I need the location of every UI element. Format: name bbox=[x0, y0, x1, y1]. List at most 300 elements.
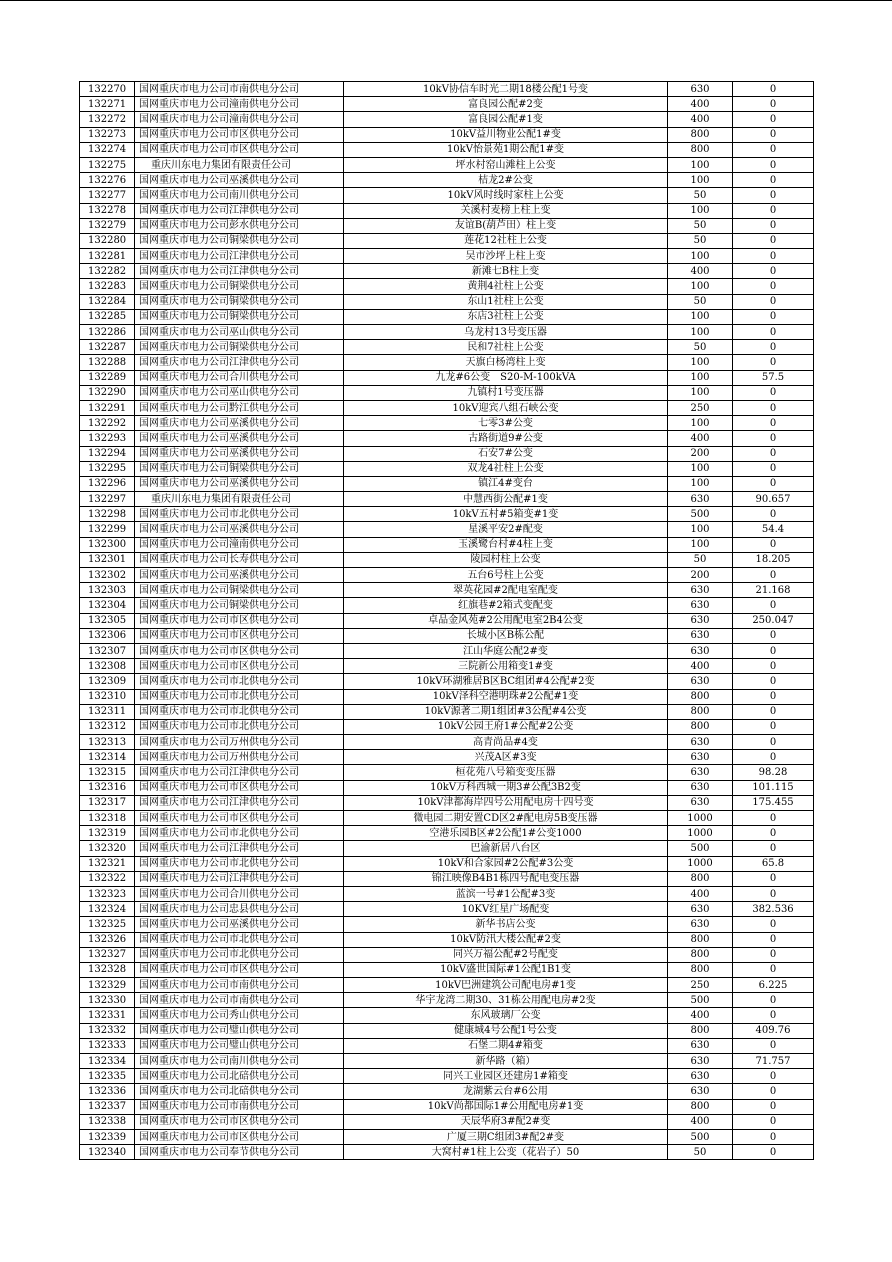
cell-station-name: 九龙#6公变 S20-M-100kVA bbox=[344, 370, 668, 385]
table-row bbox=[80, 309, 814, 324]
cell-company: 国网重庆市电力公司巫溪供电分公司 bbox=[135, 522, 344, 537]
table-row bbox=[80, 780, 814, 795]
table-row bbox=[80, 218, 814, 233]
cell-id: 132330 bbox=[80, 993, 135, 1008]
cell-capacity: 400 bbox=[668, 1008, 733, 1023]
cell-capacity: 100 bbox=[668, 325, 733, 340]
table-row bbox=[80, 1145, 814, 1160]
cell-capacity: 400 bbox=[668, 886, 733, 901]
table-row bbox=[80, 750, 814, 765]
cell-id: 132286 bbox=[80, 325, 135, 340]
table-row bbox=[80, 826, 814, 841]
cell-company: 国网重庆市电力公司市区供电分公司 bbox=[135, 142, 344, 157]
cell-id: 132276 bbox=[80, 173, 135, 188]
cell-company: 国网重庆市电力公司北碚供电分公司 bbox=[135, 1069, 344, 1084]
table-row bbox=[80, 173, 814, 188]
cell-capacity: 800 bbox=[668, 719, 733, 734]
cell-value: 0 bbox=[733, 1145, 814, 1160]
cell-company: 国网重庆市电力公司市区供电分公司 bbox=[135, 780, 344, 795]
cell-capacity: 630 bbox=[668, 765, 733, 780]
cell-station-name: 玉溪鹭台村#4柱上变 bbox=[344, 537, 668, 552]
cell-station-name: 镇江4#变台 bbox=[344, 476, 668, 491]
cell-station-name: 广厦三期C组团3#配2#变 bbox=[344, 1129, 668, 1144]
cell-value: 0 bbox=[733, 932, 814, 947]
cell-id: 132320 bbox=[80, 841, 135, 856]
cell-station-name: 蓝滨一号#1公配#3变 bbox=[344, 886, 668, 901]
cell-capacity: 630 bbox=[668, 917, 733, 932]
cell-id: 132338 bbox=[80, 1114, 135, 1129]
cell-id: 132326 bbox=[80, 932, 135, 947]
cell-station-name: 10kV盛世国际#1公配1B1变 bbox=[344, 962, 668, 977]
cell-value: 0 bbox=[733, 325, 814, 340]
cell-capacity: 630 bbox=[668, 674, 733, 689]
table-row bbox=[80, 416, 814, 431]
cell-capacity: 50 bbox=[668, 294, 733, 309]
cell-company: 国网重庆市电力公司市北供电分公司 bbox=[135, 674, 344, 689]
cell-value: 0 bbox=[733, 431, 814, 446]
cell-value: 0 bbox=[733, 1099, 814, 1114]
cell-company: 国网重庆市电力公司潼南供电分公司 bbox=[135, 97, 344, 112]
cell-capacity: 250 bbox=[668, 400, 733, 415]
cell-station-name: 10kV公园王府1#公配#2公变 bbox=[344, 719, 668, 734]
cell-station-name: 乌龙村13号变压器 bbox=[344, 325, 668, 340]
cell-id: 132307 bbox=[80, 643, 135, 658]
cell-capacity: 630 bbox=[668, 583, 733, 598]
cell-station-name: 大窝村#1柱上公变（花岩子）50 bbox=[344, 1145, 668, 1160]
cell-value: 382.536 bbox=[733, 902, 814, 917]
cell-capacity: 630 bbox=[668, 492, 733, 507]
cell-company: 国网重庆市电力公司秀山供电分公司 bbox=[135, 1008, 344, 1023]
cell-value: 57.5 bbox=[733, 370, 814, 385]
table-row bbox=[80, 674, 814, 689]
cell-id: 132288 bbox=[80, 355, 135, 370]
table-row bbox=[80, 993, 814, 1008]
cell-id: 132274 bbox=[80, 142, 135, 157]
cell-id: 132333 bbox=[80, 1038, 135, 1053]
cell-company: 国网重庆市电力公司市北供电分公司 bbox=[135, 689, 344, 704]
cell-value: 0 bbox=[733, 1038, 814, 1053]
cell-station-name: 古路街道9#公变 bbox=[344, 431, 668, 446]
cell-value: 175.455 bbox=[733, 795, 814, 810]
table-row bbox=[80, 1084, 814, 1099]
cell-value: 0 bbox=[733, 476, 814, 491]
cell-station-name: 龙湖紫云台#6公用 bbox=[344, 1084, 668, 1099]
cell-id: 132334 bbox=[80, 1054, 135, 1069]
table-row bbox=[80, 1008, 814, 1023]
table-row bbox=[80, 446, 814, 461]
table-row bbox=[80, 249, 814, 264]
cell-capacity: 800 bbox=[668, 871, 733, 886]
cell-company: 国网重庆市电力公司市区供电分公司 bbox=[135, 962, 344, 977]
cell-value: 71.757 bbox=[733, 1054, 814, 1069]
cell-company: 国网重庆市电力公司万州供电分公司 bbox=[135, 735, 344, 750]
cell-station-name: 石安7#公变 bbox=[344, 446, 668, 461]
cell-capacity: 400 bbox=[668, 112, 733, 127]
cell-id: 132336 bbox=[80, 1084, 135, 1099]
cell-id: 132322 bbox=[80, 871, 135, 886]
table-row bbox=[80, 1114, 814, 1129]
cell-company: 国网重庆市电力公司铜梁供电分公司 bbox=[135, 279, 344, 294]
table-row bbox=[80, 932, 814, 947]
table-row bbox=[80, 735, 814, 750]
cell-station-name: 中慧西街公配#1变 bbox=[344, 492, 668, 507]
cell-company: 国网重庆市电力公司市北供电分公司 bbox=[135, 826, 344, 841]
cell-station-name: 10kV和合家园#2公配#3公变 bbox=[344, 856, 668, 871]
cell-capacity: 500 bbox=[668, 507, 733, 522]
cell-id: 132275 bbox=[80, 157, 135, 172]
cell-capacity: 100 bbox=[668, 537, 733, 552]
cell-capacity: 50 bbox=[668, 340, 733, 355]
table-row bbox=[80, 294, 814, 309]
cell-id: 132310 bbox=[80, 689, 135, 704]
table-row bbox=[80, 886, 814, 901]
cell-value: 0 bbox=[733, 947, 814, 962]
cell-value: 0 bbox=[733, 385, 814, 400]
table-row bbox=[80, 142, 814, 157]
cell-value: 0 bbox=[733, 461, 814, 476]
cell-company: 国网重庆市电力公司长寿供电分公司 bbox=[135, 552, 344, 567]
cell-capacity: 100 bbox=[668, 461, 733, 476]
cell-id: 132271 bbox=[80, 97, 135, 112]
cell-company: 国网重庆市电力公司万州供电分公司 bbox=[135, 750, 344, 765]
cell-station-name: 10kV益川物业公配1#变 bbox=[344, 127, 668, 142]
cell-station-name: 桓花苑八号箱变变压器 bbox=[344, 765, 668, 780]
cell-id: 132329 bbox=[80, 978, 135, 993]
cell-id: 132297 bbox=[80, 492, 135, 507]
table-row bbox=[80, 628, 814, 643]
cell-value: 0 bbox=[733, 127, 814, 142]
cell-id: 132314 bbox=[80, 750, 135, 765]
table-row bbox=[80, 978, 814, 993]
cell-station-name: 巴渝新居八台区 bbox=[344, 841, 668, 856]
cell-value: 0 bbox=[733, 416, 814, 431]
cell-value: 0 bbox=[733, 233, 814, 248]
table-row bbox=[80, 962, 814, 977]
cell-station-name: 10kV巴洲建筑公司配电房#1变 bbox=[344, 978, 668, 993]
cell-value: 0 bbox=[733, 871, 814, 886]
cell-capacity: 100 bbox=[668, 279, 733, 294]
cell-company: 国网重庆市电力公司铜梁供电分公司 bbox=[135, 233, 344, 248]
table-row bbox=[80, 97, 814, 112]
cell-capacity: 500 bbox=[668, 841, 733, 856]
cell-company: 国网重庆市电力公司南川供电分公司 bbox=[135, 1054, 344, 1069]
table-row bbox=[80, 643, 814, 658]
table-row bbox=[80, 598, 814, 613]
cell-value: 0 bbox=[733, 157, 814, 172]
cell-company: 国网重庆市电力公司江津供电分公司 bbox=[135, 355, 344, 370]
cell-station-name: 高青尚品#4变 bbox=[344, 735, 668, 750]
cell-station-name: 吴市沙坪上柱上变 bbox=[344, 249, 668, 264]
cell-company: 国网重庆市电力公司合川供电分公司 bbox=[135, 370, 344, 385]
cell-id: 132292 bbox=[80, 416, 135, 431]
cell-value: 0 bbox=[733, 82, 814, 97]
cell-value: 0 bbox=[733, 719, 814, 734]
cell-company: 国网重庆市电力公司潼南供电分公司 bbox=[135, 537, 344, 552]
cell-id: 132302 bbox=[80, 568, 135, 583]
cell-value: 0 bbox=[733, 750, 814, 765]
cell-capacity: 400 bbox=[668, 1114, 733, 1129]
cell-company: 国网重庆市电力公司铜梁供电分公司 bbox=[135, 461, 344, 476]
cell-station-name: 10kV协信车时光二期18楼公配1号变 bbox=[344, 82, 668, 97]
table-row bbox=[80, 233, 814, 248]
cell-company: 国网重庆市电力公司铜梁供电分公司 bbox=[135, 583, 344, 598]
cell-company: 国网重庆市电力公司铜梁供电分公司 bbox=[135, 309, 344, 324]
cell-company: 国网重庆市电力公司江津供电分公司 bbox=[135, 765, 344, 780]
cell-company: 国网重庆市电力公司巫溪供电分公司 bbox=[135, 173, 344, 188]
table-row bbox=[80, 841, 814, 856]
cell-company: 国网重庆市电力公司市区供电分公司 bbox=[135, 1129, 344, 1144]
cell-capacity: 50 bbox=[668, 188, 733, 203]
cell-capacity: 100 bbox=[668, 370, 733, 385]
cell-value: 0 bbox=[733, 962, 814, 977]
cell-station-name: 10kV津都海岸四号公用配电房十四号变 bbox=[344, 795, 668, 810]
cell-company: 国网重庆市电力公司江津供电分公司 bbox=[135, 871, 344, 886]
cell-capacity: 100 bbox=[668, 203, 733, 218]
cell-station-name: 10kV五村#5箱变#1变 bbox=[344, 507, 668, 522]
cell-company: 国网重庆市电力公司北碚供电分公司 bbox=[135, 1084, 344, 1099]
cell-station-name: 关溪村麦榜上柱上变 bbox=[344, 203, 668, 218]
cell-station-name: 10kV怡景苑1期公配1#变 bbox=[344, 142, 668, 157]
cell-station-name: 长城小区B栋公配 bbox=[344, 628, 668, 643]
cell-value: 90.657 bbox=[733, 492, 814, 507]
cell-station-name: 新滩七B柱上变 bbox=[344, 264, 668, 279]
cell-value: 6.225 bbox=[733, 978, 814, 993]
cell-company: 国网重庆市电力公司市北供电分公司 bbox=[135, 932, 344, 947]
table-row bbox=[80, 112, 814, 127]
cell-capacity: 500 bbox=[668, 993, 733, 1008]
table-row bbox=[80, 1054, 814, 1069]
table-row bbox=[80, 552, 814, 567]
cell-id: 132335 bbox=[80, 1069, 135, 1084]
cell-capacity: 400 bbox=[668, 264, 733, 279]
cell-id: 132321 bbox=[80, 856, 135, 871]
cell-value: 21.168 bbox=[733, 583, 814, 598]
cell-company: 国网重庆市电力公司市区供电分公司 bbox=[135, 811, 344, 826]
cell-company: 国网重庆市电力公司巫山供电分公司 bbox=[135, 325, 344, 340]
table-row bbox=[80, 203, 814, 218]
cell-value: 0 bbox=[733, 568, 814, 583]
cell-value: 65.8 bbox=[733, 856, 814, 871]
cell-value: 0 bbox=[733, 507, 814, 522]
cell-station-name: 10kV环湖雅居B区BC组团#4公配#2变 bbox=[344, 674, 668, 689]
cell-id: 132272 bbox=[80, 112, 135, 127]
cell-capacity: 50 bbox=[668, 233, 733, 248]
table-row bbox=[80, 82, 814, 97]
table-row bbox=[80, 765, 814, 780]
table-row bbox=[80, 461, 814, 476]
cell-station-name: 10kV泽科空港明珠#2公配#1变 bbox=[344, 689, 668, 704]
cell-capacity: 630 bbox=[668, 1054, 733, 1069]
cell-id: 132289 bbox=[80, 370, 135, 385]
table-row bbox=[80, 811, 814, 826]
cell-station-name: 天旗白杨湾柱上变 bbox=[344, 355, 668, 370]
cell-company: 国网重庆市电力公司彭水供电分公司 bbox=[135, 218, 344, 233]
cell-company: 国网重庆市电力公司铜梁供电分公司 bbox=[135, 294, 344, 309]
cell-station-name: 新华书店公变 bbox=[344, 917, 668, 932]
cell-capacity: 100 bbox=[668, 476, 733, 491]
cell-company: 国网重庆市电力公司铜梁供电分公司 bbox=[135, 598, 344, 613]
cell-id: 132324 bbox=[80, 902, 135, 917]
table-row bbox=[80, 659, 814, 674]
table-row bbox=[80, 947, 814, 962]
cell-station-name: 10kV万科西城一期3#公配3B2变 bbox=[344, 780, 668, 795]
cell-capacity: 800 bbox=[668, 142, 733, 157]
cell-capacity: 100 bbox=[668, 173, 733, 188]
cell-id: 132277 bbox=[80, 188, 135, 203]
cell-company: 国网重庆市电力公司市区供电分公司 bbox=[135, 127, 344, 142]
table-row bbox=[80, 704, 814, 719]
table-row bbox=[80, 902, 814, 917]
cell-company: 重庆川东电力集团有限责任公司 bbox=[135, 492, 344, 507]
cell-id: 132306 bbox=[80, 628, 135, 643]
cell-company: 国网重庆市电力公司合川供电分公司 bbox=[135, 886, 344, 901]
cell-value: 409.76 bbox=[733, 1023, 814, 1038]
cell-station-name: 锦江映像B4B1栋四号配电变压器 bbox=[344, 871, 668, 886]
cell-company: 国网重庆市电力公司市北供电分公司 bbox=[135, 856, 344, 871]
cell-id: 132290 bbox=[80, 385, 135, 400]
cell-id: 132309 bbox=[80, 674, 135, 689]
cell-company: 国网重庆市电力公司市区供电分公司 bbox=[135, 1114, 344, 1129]
cell-capacity: 800 bbox=[668, 932, 733, 947]
cell-value: 98.28 bbox=[733, 765, 814, 780]
cell-company: 国网重庆市电力公司忠县供电分公司 bbox=[135, 902, 344, 917]
cell-capacity: 1000 bbox=[668, 826, 733, 841]
cell-capacity: 50 bbox=[668, 218, 733, 233]
table-row bbox=[80, 157, 814, 172]
cell-id: 132323 bbox=[80, 886, 135, 901]
cell-id: 132305 bbox=[80, 613, 135, 628]
cell-id: 132296 bbox=[80, 476, 135, 491]
cell-station-name: 星溪平安2#配变 bbox=[344, 522, 668, 537]
table-row bbox=[80, 871, 814, 886]
cell-capacity: 50 bbox=[668, 552, 733, 567]
cell-company: 国网重庆市电力公司南川供电分公司 bbox=[135, 188, 344, 203]
cell-value: 0 bbox=[733, 1129, 814, 1144]
table-row bbox=[80, 1099, 814, 1114]
cell-station-name: 五台6号柱上公变 bbox=[344, 568, 668, 583]
cell-id: 132280 bbox=[80, 233, 135, 248]
cell-capacity: 630 bbox=[668, 750, 733, 765]
table-row bbox=[80, 1069, 814, 1084]
cell-value: 0 bbox=[733, 735, 814, 750]
cell-value: 0 bbox=[733, 355, 814, 370]
page-top-rule bbox=[0, 0, 892, 1]
cell-company: 国网重庆市电力公司市北供电分公司 bbox=[135, 719, 344, 734]
cell-id: 132308 bbox=[80, 659, 135, 674]
cell-id: 132312 bbox=[80, 719, 135, 734]
cell-capacity: 630 bbox=[668, 1069, 733, 1084]
cell-station-name: 黄荆4社柱上公变 bbox=[344, 279, 668, 294]
cell-id: 132327 bbox=[80, 947, 135, 962]
table-row bbox=[80, 1038, 814, 1053]
cell-id: 132313 bbox=[80, 735, 135, 750]
cell-station-name: 天辰华府3#配2#变 bbox=[344, 1114, 668, 1129]
cell-id: 132332 bbox=[80, 1023, 135, 1038]
table-row bbox=[80, 400, 814, 415]
cell-capacity: 630 bbox=[668, 902, 733, 917]
cell-capacity: 400 bbox=[668, 431, 733, 446]
cell-company: 国网重庆市电力公司奉节供电分公司 bbox=[135, 1145, 344, 1160]
table-body bbox=[80, 82, 814, 1160]
cell-company: 国网重庆市电力公司市区供电分公司 bbox=[135, 613, 344, 628]
cell-station-name: 东风玻璃厂公变 bbox=[344, 1008, 668, 1023]
cell-capacity: 630 bbox=[668, 598, 733, 613]
cell-station-name: 东店3社柱上公变 bbox=[344, 309, 668, 324]
cell-station-name: 10kV尚都国际1#公用配电房#1变 bbox=[344, 1099, 668, 1114]
cell-company: 国网重庆市电力公司市南供电分公司 bbox=[135, 993, 344, 1008]
cell-id: 132311 bbox=[80, 704, 135, 719]
cell-company: 国网重庆市电力公司市区供电分公司 bbox=[135, 659, 344, 674]
cell-capacity: 1000 bbox=[668, 811, 733, 826]
table-row bbox=[80, 385, 814, 400]
cell-capacity: 800 bbox=[668, 127, 733, 142]
cell-id: 132285 bbox=[80, 309, 135, 324]
cell-value: 54.4 bbox=[733, 522, 814, 537]
cell-capacity: 250 bbox=[668, 978, 733, 993]
cell-station-name: 友谊B(葫芦田）柱上变 bbox=[344, 218, 668, 233]
cell-company: 国网重庆市电力公司巫山供电分公司 bbox=[135, 385, 344, 400]
cell-value: 0 bbox=[733, 826, 814, 841]
cell-value: 0 bbox=[733, 400, 814, 415]
cell-capacity: 800 bbox=[668, 962, 733, 977]
cell-capacity: 100 bbox=[668, 309, 733, 324]
cell-company: 国网重庆市电力公司市北供电分公司 bbox=[135, 947, 344, 962]
cell-value: 0 bbox=[733, 598, 814, 613]
table-row bbox=[80, 522, 814, 537]
cell-value: 0 bbox=[733, 309, 814, 324]
cell-id: 132325 bbox=[80, 917, 135, 932]
table-row bbox=[80, 1129, 814, 1144]
cell-station-name: 10kV源著二期1组团#3公配#4公变 bbox=[344, 704, 668, 719]
cell-capacity: 500 bbox=[668, 1129, 733, 1144]
cell-value: 0 bbox=[733, 1084, 814, 1099]
cell-station-name: 10KV红星广场配变 bbox=[344, 902, 668, 917]
cell-capacity: 630 bbox=[668, 82, 733, 97]
cell-station-name: 富良园公配#2变 bbox=[344, 97, 668, 112]
cell-value: 18.205 bbox=[733, 552, 814, 567]
cell-station-name: 东山1社柱上公变 bbox=[344, 294, 668, 309]
cell-station-name: 兴茂A区#3变 bbox=[344, 750, 668, 765]
cell-company: 国网重庆市电力公司市区供电分公司 bbox=[135, 643, 344, 658]
cell-station-name: 同兴工业园区还建房1#箱变 bbox=[344, 1069, 668, 1084]
cell-company: 国网重庆市电力公司江津供电分公司 bbox=[135, 249, 344, 264]
cell-station-name: 陵园村柱上公变 bbox=[344, 552, 668, 567]
cell-capacity: 400 bbox=[668, 97, 733, 112]
cell-value: 0 bbox=[733, 279, 814, 294]
table-row bbox=[80, 795, 814, 810]
cell-capacity: 100 bbox=[668, 157, 733, 172]
cell-value: 0 bbox=[733, 188, 814, 203]
cell-value: 0 bbox=[733, 218, 814, 233]
cell-value: 0 bbox=[733, 1008, 814, 1023]
table-row bbox=[80, 1023, 814, 1038]
cell-capacity: 400 bbox=[668, 659, 733, 674]
cell-company: 重庆川东电力集团有限责任公司 bbox=[135, 157, 344, 172]
cell-station-name: 三院新公用箱变1#变 bbox=[344, 659, 668, 674]
cell-capacity: 630 bbox=[668, 628, 733, 643]
cell-capacity: 800 bbox=[668, 1023, 733, 1038]
cell-value: 0 bbox=[733, 674, 814, 689]
cell-id: 132281 bbox=[80, 249, 135, 264]
cell-capacity: 200 bbox=[668, 446, 733, 461]
cell-capacity: 630 bbox=[668, 1084, 733, 1099]
cell-company: 国网重庆市电力公司巫溪供电分公司 bbox=[135, 476, 344, 491]
cell-capacity: 50 bbox=[668, 1145, 733, 1160]
cell-company: 国网重庆市电力公司江津供电分公司 bbox=[135, 203, 344, 218]
table-row bbox=[80, 568, 814, 583]
cell-id: 132299 bbox=[80, 522, 135, 537]
table-row bbox=[80, 279, 814, 294]
